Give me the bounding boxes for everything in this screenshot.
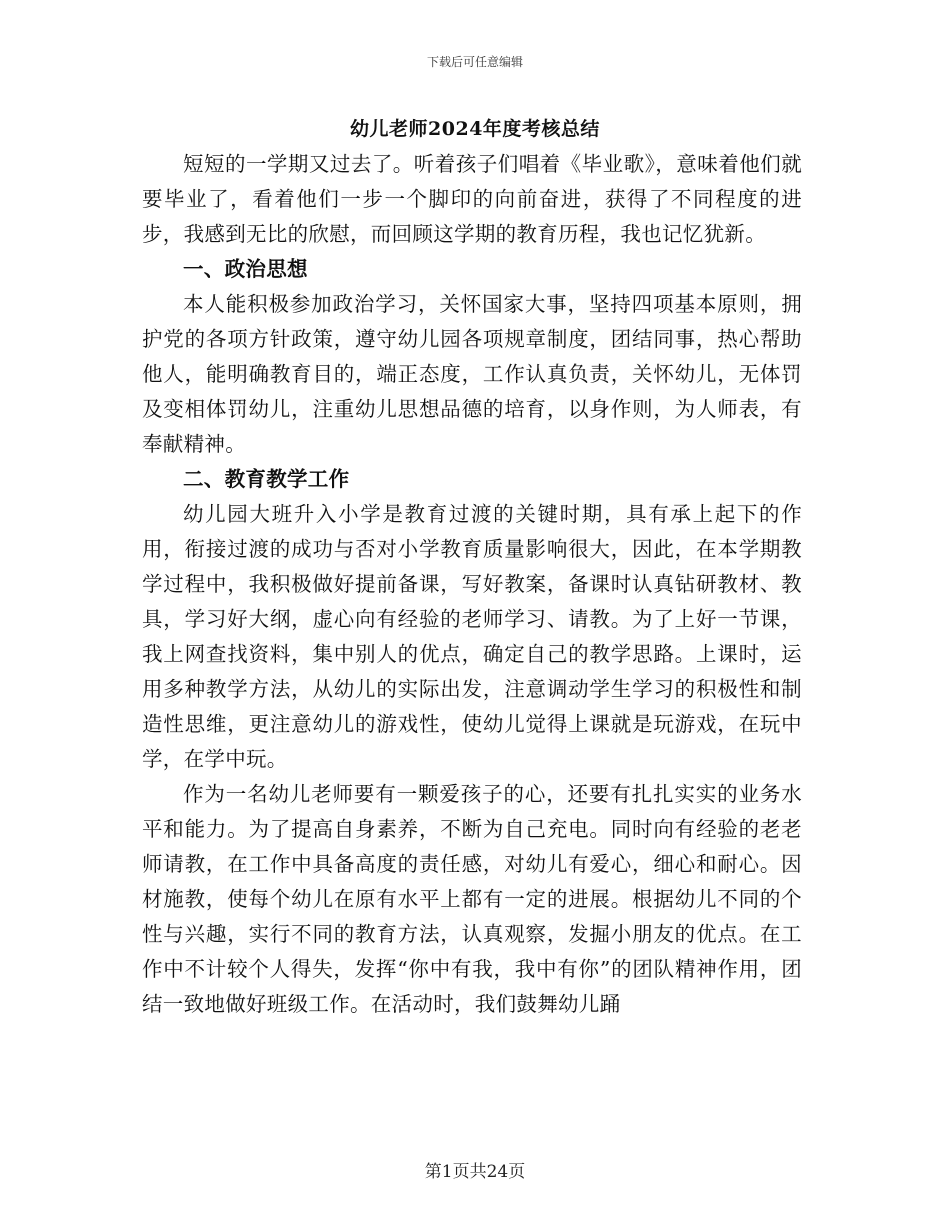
page-number: 第1页共24页 — [424, 1162, 526, 1182]
document-title: 幼儿老师2024年度考核总结 — [350, 118, 600, 140]
section-paragraph: 作为一名幼儿老师要有一颗爱孩子的心，还要有扎扎实实的业务水平和能力。为了提高自身素养，不断为自己充电。同时向有经验的老老师请教，在工作中具备高度的责任感，对幼儿有爱心，细心和耐心。因材施教，使每个幼儿在原有水平上都有一定的进展。根据幼儿不同的个性与兴趣，实行不同的教育方法，认真观察，发掘小朋友的优点。在工作中不计较个人得失，发挥“你中有我，我中有你”的团队精神作用，团结一致地做好班级工作。在活动时，我们鼓舞幼儿踊 — [142, 782, 802, 1016]
intro-paragraph: 短短的一学期又过去了。听着孩子们唱着《毕业歌》，意味着他们就要毕业了，看着他们一步一个脚印的向前奋进，获得了不同程度的进步，我感到无比的欣慰，而回顾这学期的教育历程，我也记忆犹新。 — [142, 152, 802, 246]
section-paragraph: 幼儿园大班升入小学是教育过渡的关键时期，具有承上起下的作用，衔接过渡的成功与否对小学教育质量影响很大，因此，在本学期教学过程中，我积极做好提前备课，写好教案，备课时认真钻研教材、教具，学习好大纲，虚心向有经验的老师学习、请教。为了上好一节课，我上网查找资料，集中别人的优点，确定自己的教学思路。上课时，运用多种教学方法，从幼儿的实际出发，注意调动学生学习的积极性和制造性思维，更注意幼儿的游戏性，使幼儿觉得上课就是玩游戏，在玩中学，在学中玩。 — [142, 502, 802, 771]
section-heading-teaching: 二、教育教学工作 — [183, 467, 350, 491]
section-heading-politics: 一、政治思想 — [183, 257, 308, 281]
document-body — [142, 147, 802, 1022]
header-note: 下载后可任意编辑 — [426, 55, 523, 69]
section-paragraph: 本人能积极参加政治学习，关怀国家大事，坚持四项基本原则，拥护党的各项方针政策，遵守幼儿园各项规章制度，团结同事，热心帮助他人，能明确教育目的，端正态度，工作认真负责，关怀幼儿，无体罚及变相体罚幼儿，注重幼儿思想品德的培育，以身作则，为人师表，有奉献精神。 — [142, 292, 802, 456]
